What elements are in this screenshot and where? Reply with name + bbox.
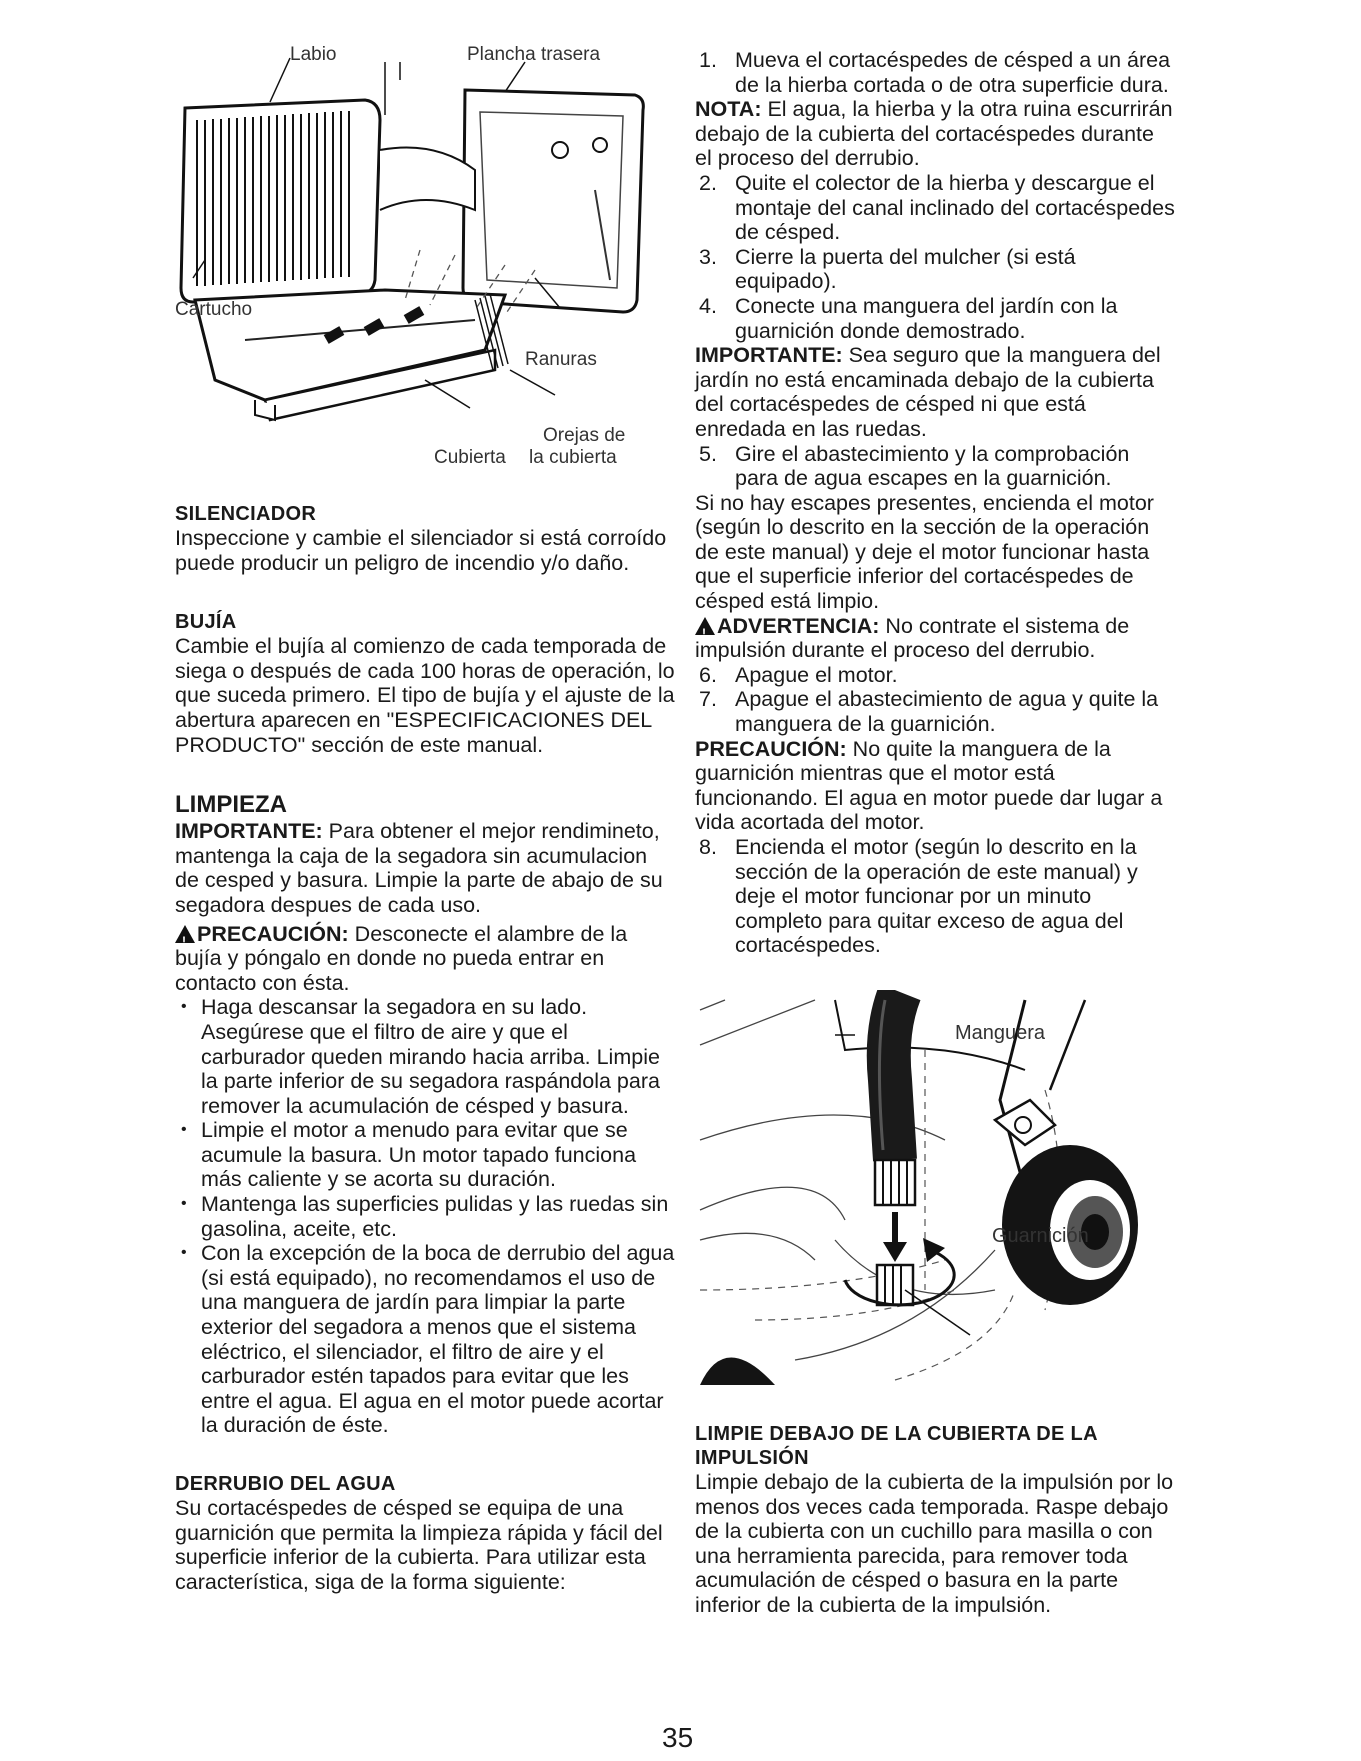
advertencia	[695, 614, 1175, 663]
air-filter-illustration	[175, 40, 675, 480]
list-item: • Limpie el motor a menudo para evitar que se acumule la basura. Un motor tapado funciona más caliente y se acorta su duración.	[175, 1118, 675, 1192]
label-guarnicion: Guarnición	[992, 1225, 1089, 1247]
step-text: Encienda el motor (según lo descrito en la sección de la operación de este manual) y deje el motor funcionar por un minuto completo para quitar exceso de agua del cortacéspedes.	[735, 835, 1138, 958]
hose-connection-illustration	[695, 990, 1175, 1400]
nota	[695, 97, 1175, 171]
label-ranuras: Ranuras	[525, 349, 597, 370]
precaucion-label: PRECAUCIÓN:	[197, 921, 349, 946]
right-text-top	[695, 48, 1175, 958]
page-number: 35	[662, 1722, 694, 1753]
label-orejas-2: la cubierta	[529, 447, 617, 468]
step-text: Mueva el cortacéspedes de césped a un área de la hierba cortada o de otra superficie dura.	[735, 48, 1171, 97]
step-list-1	[695, 48, 1175, 97]
list-item	[695, 442, 1175, 491]
step-text: Apague el motor.	[735, 662, 898, 687]
left-text	[175, 502, 675, 1594]
step-text: Cierre la puerta del mulcher (si está equipado).	[735, 244, 1076, 294]
list-item	[695, 294, 1175, 343]
label-cartucho: Cartucho	[175, 299, 253, 320]
warning-icon	[175, 925, 195, 943]
list-item	[695, 171, 1175, 245]
importante	[695, 343, 1175, 441]
list-item	[695, 48, 1175, 97]
precaucion-text: No quite la manguera de la guarnición mientras que el motor está funcionando. El agua en motor puede dar lugar a vida acortada del motor.	[695, 736, 1163, 835]
bujia-body: Cambie el bujía al comienzo de cada temporada de siega o después de cada 100 horas de operación, lo que suceda primero. El tipo de bujía y el ajuste de la abertura aparecen en "ESPECIFICACIONES DEL PRODUCTO" sección de este manual.	[175, 634, 675, 757]
precaucion	[695, 737, 1175, 835]
precaucion-label: PRECAUCIÓN:	[695, 736, 847, 761]
step-text: Quite el colector de la hierba y descargue el montaje del canal inclinado del cortacéspedes de césped.	[735, 170, 1175, 245]
nota-label: NOTA:	[695, 97, 762, 122]
step-text: Gire el abastecimiento y la comprobación para de agua escapes en la guarnición.	[735, 441, 1130, 491]
label-manguera: Manguera	[955, 1022, 1046, 1044]
step-text: Conecte una manguera del jardín con la guarnición donde demostrado.	[735, 293, 1118, 343]
limpieza-importante	[175, 819, 675, 917]
step-list-3	[695, 442, 1175, 491]
limpieza-precaucion	[175, 922, 675, 996]
importante-label: IMPORTANTE:	[175, 819, 323, 844]
step-number: 5.	[699, 441, 717, 466]
label-cubierta: Cubierta	[434, 447, 506, 468]
silenciador-body: Inspeccione y cambie el silenciador si está corroído puede producir un peligro de incendio y/o daño.	[175, 526, 667, 575]
derrubio-title: DERRUBIO DEL AGUA	[175, 1473, 396, 1495]
silenciador-title: SILENCIADOR	[175, 503, 317, 525]
step-list-2	[695, 171, 1175, 343]
step-number: 4.	[699, 293, 717, 318]
limpie-section	[695, 1422, 1175, 1618]
step-number: 3.	[699, 244, 717, 269]
si-no-hay-escapes: Si no hay escapes presentes, encienda el motor (según lo descrito en la sección de la operación de este manual) y deje el motor funcionar hasta que el superficie inferior del cortacéspedes de césped está limpio.	[695, 490, 1154, 614]
step-number: 6.	[699, 662, 717, 687]
precaucion-text: Desconecte el alambre de la bujía y póngalo en donde no pueda entrar en contacto con ésta.	[175, 921, 628, 995]
advertencia-label: ADVERTENCIA:	[717, 613, 880, 638]
step-number: 7.	[699, 687, 717, 712]
list-item: • Mantenga las superficies pulidas y las ruedas sin gasolina, aceite, etc.	[175, 1192, 675, 1241]
limpieza-bullets	[175, 995, 675, 1438]
list-item: • Con la excepción de la boca de derrubio del agua (si está equipado), no recomendamos el uso de una manguera de jardín para limpiar la parte exterior del segadora a menos que el sistema eléctrico, el silenciador, el filtro de aire y el carburador estén tapados para evitar que les entre el agua. El agua en el motor puede acortar la duración de éste.	[175, 1241, 675, 1438]
limpieza-title: LIMPIEZA	[175, 791, 287, 819]
air-filter-figure	[175, 40, 675, 480]
warning-icon	[695, 617, 715, 635]
nota-text: El agua, la hierba y la otra ruina escurrirán debajo de la cubierta del cortacéspedes durante el proceso del derrubio.	[695, 97, 1173, 171]
limpie-body: Limpie debajo de la cubierta de la impulsión por lo menos dos veces cada temporada. Raspe debajo de la cubierta con un cuchillo para masilla o con una herramienta parecida, para remover toda acumulación de césped o basura en la parte inferior de la cubierta de la impulsión.	[695, 1470, 1174, 1617]
label-orejas-1: Orejas de	[543, 425, 626, 446]
label-plancha-trasera: Plancha trasera	[467, 44, 601, 65]
advertencia-text: No contrate el sistema de impulsión durante el proceso del derrubio.	[695, 613, 1130, 663]
importante-label: IMPORTANTE:	[695, 343, 843, 368]
label-labio: Labio	[290, 44, 337, 65]
bujia-title: BUJÍA	[175, 611, 237, 634]
importante-text: Sea seguro que la manguera del jardín no está encaminada debajo de la cubierta del cortacéspedes de césped ni que está enredada en las ruedas.	[695, 343, 1161, 441]
importante-text: Para obtener el mejor rendimineto, mantenga la caja de la segadora sin acumulacion de cesped y basura. Limpie la parte de abajo de su segadora despues de cada uso.	[175, 819, 663, 917]
list-item	[695, 663, 1175, 688]
limpie-title: LIMPIE DEBAJO DE LA CUBIERTA DE LA IMPULSIÓN	[695, 1423, 1098, 1469]
list-item	[695, 687, 1175, 736]
list-item	[695, 835, 1175, 958]
list-item: • Haga descansar la segadora en su lado. Asegúrese que el filtro de aire y que el carburador queden mirando hacia arriba. Limpie la parte inferior de su segadora raspándola para remover la acumulación de césped y basura.	[175, 995, 675, 1118]
step-number: 2.	[699, 170, 717, 195]
list-item	[695, 245, 1175, 294]
step-list-4	[695, 663, 1175, 737]
step-text: Apague el abastecimiento de agua y quite la manguera de la guarnición.	[735, 687, 1159, 737]
step-list-5	[695, 835, 1175, 958]
step-number: 8.	[699, 835, 717, 859]
step-number: 1.	[699, 48, 717, 72]
derrubio-body: Su cortacéspedes de césped se equipa de una guarnición que permita la limpieza rápida y fácil del superficie inferior de la cubierta. Para utilizar esta característica, siga de la forma siguiente:	[175, 1496, 663, 1594]
hose-figure	[695, 990, 1175, 1400]
